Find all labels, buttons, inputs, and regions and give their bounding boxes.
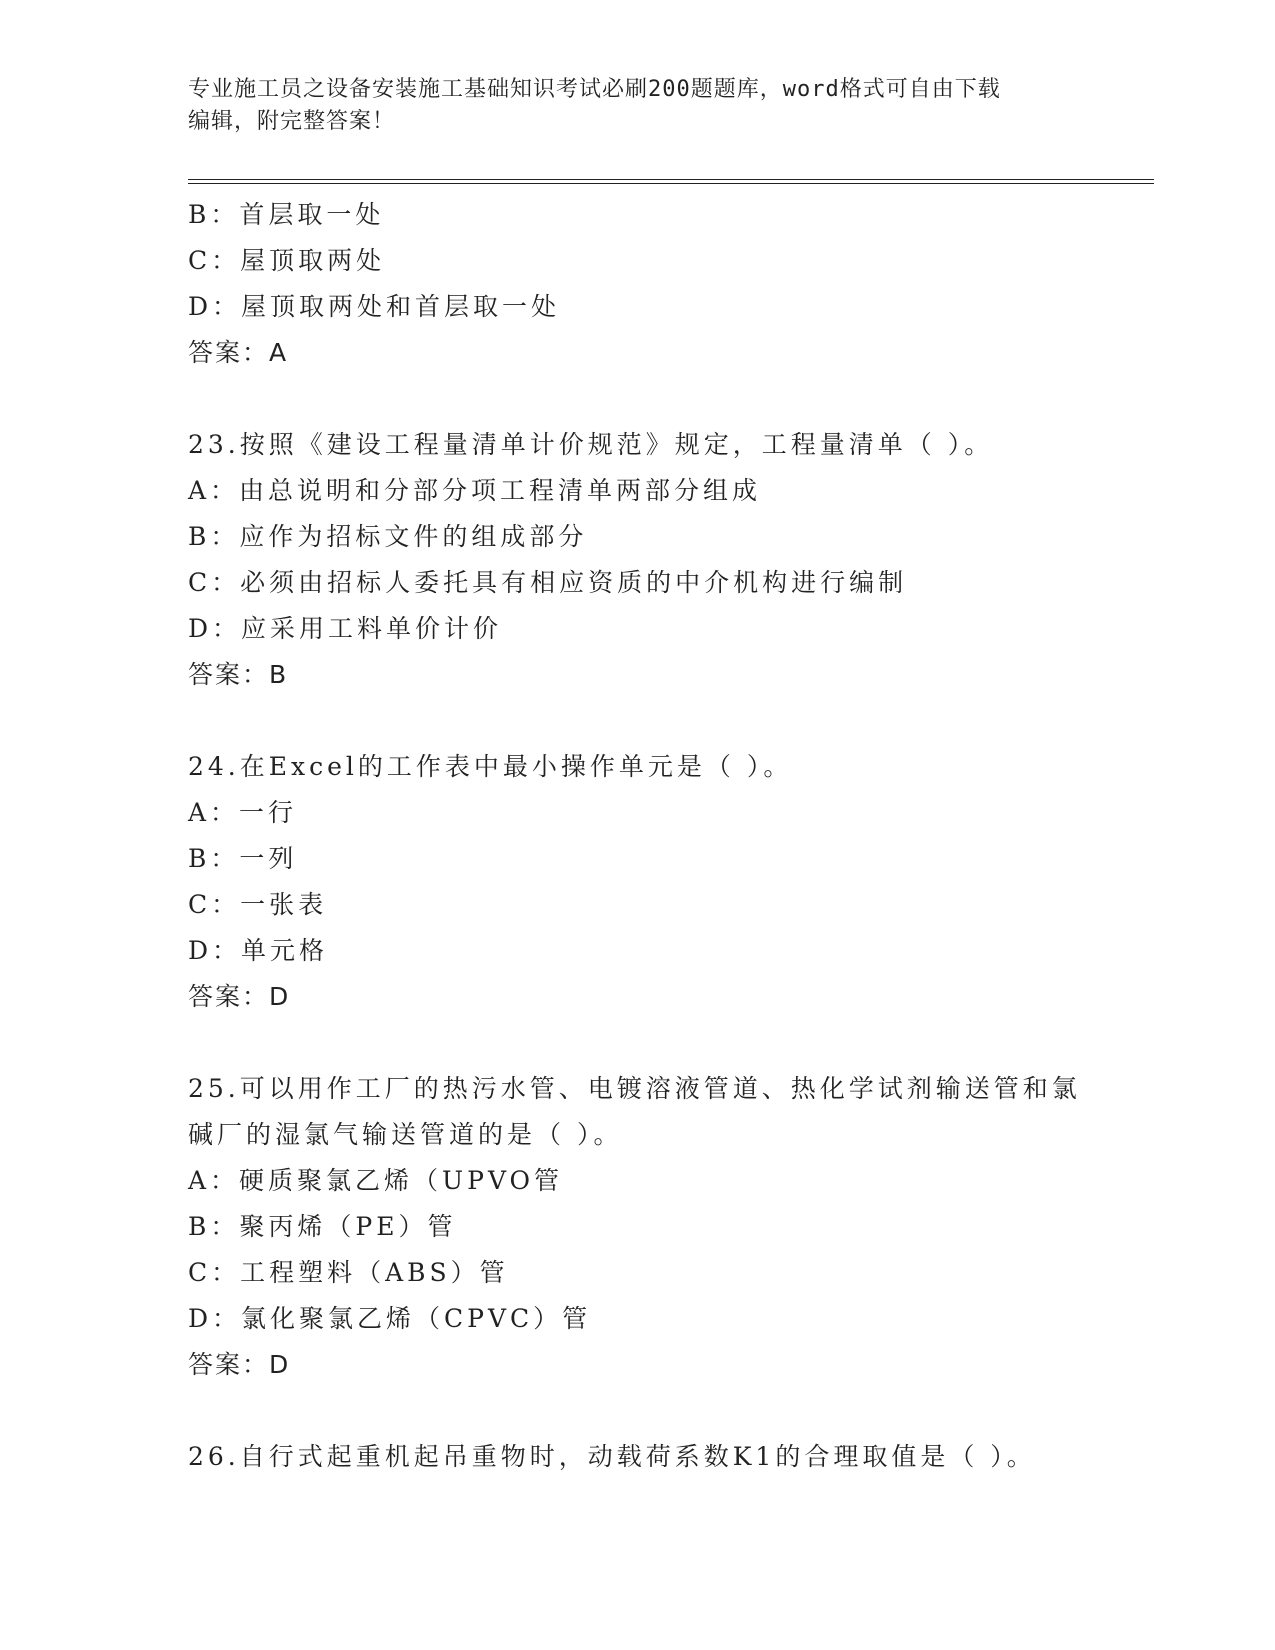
option-a: A：由总说明和分部分项工程清单两部分组成: [188, 476, 762, 505]
question-text: 24.在Excel的工作表中最小操作单元是（ ）。: [188, 752, 793, 781]
question-25: [188, 1066, 1118, 1388]
question-text: 26.自行式起重机起吊重物时，动载荷系数K1的合理取值是（ ）。: [188, 1442, 1036, 1471]
option-b: B：应作为招标文件的组成部分: [188, 522, 588, 551]
question-26: [188, 1434, 1118, 1480]
document-header: [188, 74, 1068, 138]
option-c: C：必须由招标人委托具有相应资质的中介机构进行编制: [188, 568, 908, 597]
option-d: D：屋顶取两处和首层取一处: [188, 292, 561, 321]
header-line-2: 编辑，附完整答案！: [188, 109, 396, 134]
header-line-1: 专业施工员之设备安装施工基础知识考试必刷200题题库，word格式可自由下载: [188, 77, 1001, 102]
header-divider-top: [188, 179, 1154, 180]
question-list: [188, 192, 1118, 1480]
answer: 答案：D: [188, 982, 291, 1011]
question-23: [188, 422, 1118, 698]
question-24: [188, 744, 1118, 1020]
option-b: B：一列: [188, 844, 298, 873]
option-c: C：工程塑料（ABS）管: [188, 1258, 509, 1287]
answer: 答案：B: [188, 660, 289, 689]
option-b: B：首层取一处: [188, 200, 385, 229]
question-text-line-2: 碱厂的湿氯气输送管道的是（ ）。: [188, 1120, 623, 1149]
option-c: C：屋顶取两处: [188, 246, 386, 275]
option-d: D：单元格: [188, 936, 329, 965]
option-c: C：一张表: [188, 890, 328, 919]
option-d: D：应采用工料单价计价: [188, 614, 503, 643]
answer: 答案：D: [188, 1350, 291, 1379]
option-a: A：硬质聚氯乙烯（UPVO管: [188, 1166, 564, 1195]
option-d: D：氯化聚氯乙烯（CPVC）管: [188, 1304, 592, 1333]
question-22-continued: [188, 192, 1118, 376]
question-text-line-1: 25.可以用作工厂的热污水管、电镀溶液管道、热化学试剂输送管和氯: [188, 1074, 1081, 1103]
option-a: A：一行: [188, 798, 298, 827]
question-text: 23.按照《建设工程量清单计价规范》规定，工程量清单（ ）。: [188, 430, 994, 459]
option-b: B：聚丙烯（PE）管: [188, 1212, 457, 1241]
answer: 答案：A: [188, 338, 289, 367]
header-divider-bottom: [188, 183, 1154, 184]
